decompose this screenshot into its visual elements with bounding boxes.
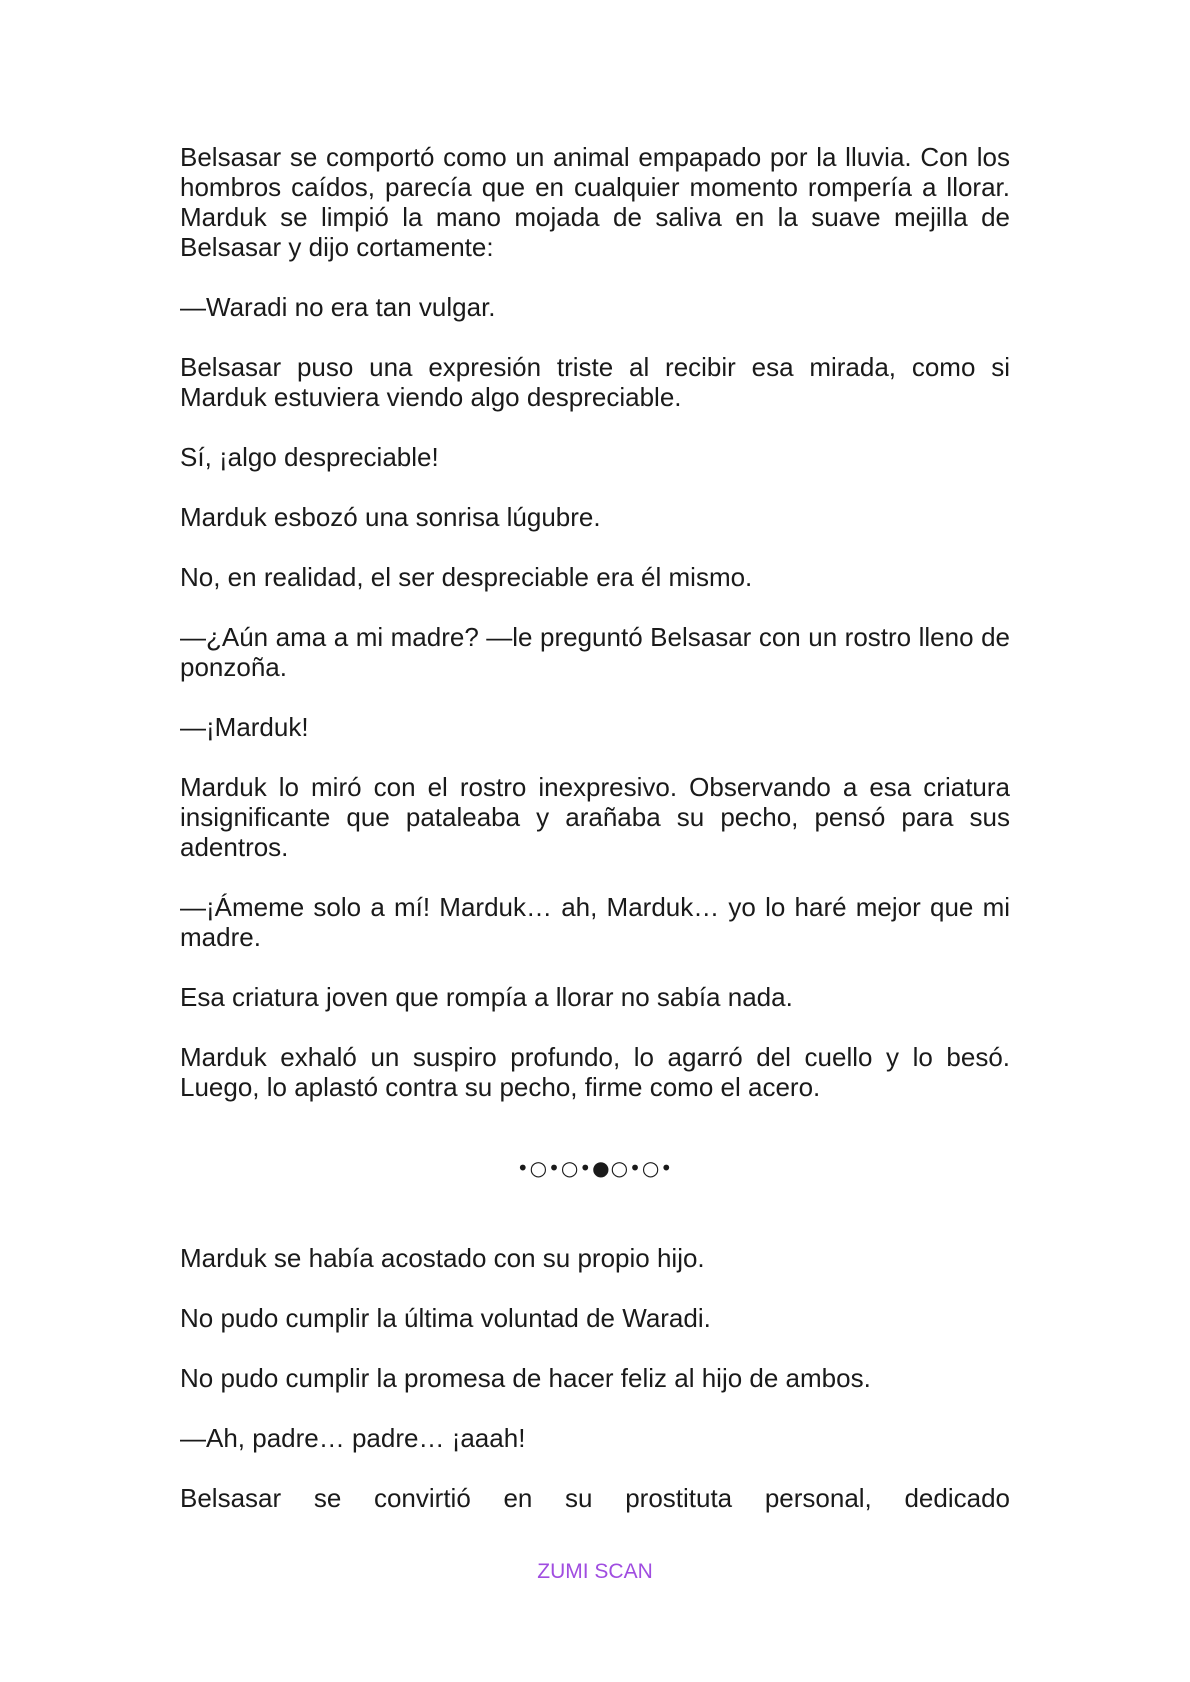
paragraph: No pudo cumplir la promesa de hacer feliz al hijo de ambos. [180,1363,871,1393]
section-separator: •○•○•●○•○• [516,1156,674,1180]
paragraph-continued: Belsasar se convirtió en su prostituta personal, dedicado [180,1483,1010,1513]
paragraph: No, en realidad, el ser despreciable era él mismo. [180,562,753,592]
scan-group-footer: ZUMI SCAN [537,1560,653,1583]
dialogue-line: —Waradi no era tan vulgar. [180,292,496,322]
text-column [180,142,1010,1543]
paragraph: Marduk esbozó una sonrisa lúgubre. [180,502,601,532]
paragraph: Marduk se había acostado con su propio hijo. [180,1243,705,1273]
paragraph: Marduk exhaló un suspiro profundo, lo agarró del cuello y lo besó. Luego, lo aplastó contra su pecho, firme como el acero. [180,1042,1010,1102]
dialogue-line: —¡Marduk! [180,712,309,742]
paragraph: Belsasar se comportó como un animal empapado por la lluvia. Con los hombros caídos, parecía que en cualquier momento rompería a llorar. Marduk se limpió la mano mojada de saliva en la suave mejilla de Belsasar y dijo cortamente: [180,142,1010,262]
paragraph: Belsasar puso una expresión triste al recibir esa mirada, como si Marduk estuviera viendo algo despreciable. [180,352,1010,412]
dialogue-line: —¿Aún ama a mi madre? —le preguntó Belsasar con un rostro lleno de ponzoña. [180,622,1010,682]
paragraph: No pudo cumplir la última voluntad de Waradi. [180,1303,711,1333]
dialogue-line: —Ah, padre… padre… ¡aaah! [180,1423,526,1453]
dialogue-line: —¡Ámeme solo a mí! Marduk… ah, Marduk… yo lo haré mejor que mi madre. [180,892,1010,952]
paragraph: Marduk lo miró con el rostro inexpresivo. Observando a esa criatura insignificante que pataleaba y arañaba su pecho, pensó para sus adentros. [180,772,1010,862]
paragraph: Sí, ¡algo despreciable! [180,442,439,472]
paragraph: Esa criatura joven que rompía a llorar no sabía nada. [180,982,793,1012]
